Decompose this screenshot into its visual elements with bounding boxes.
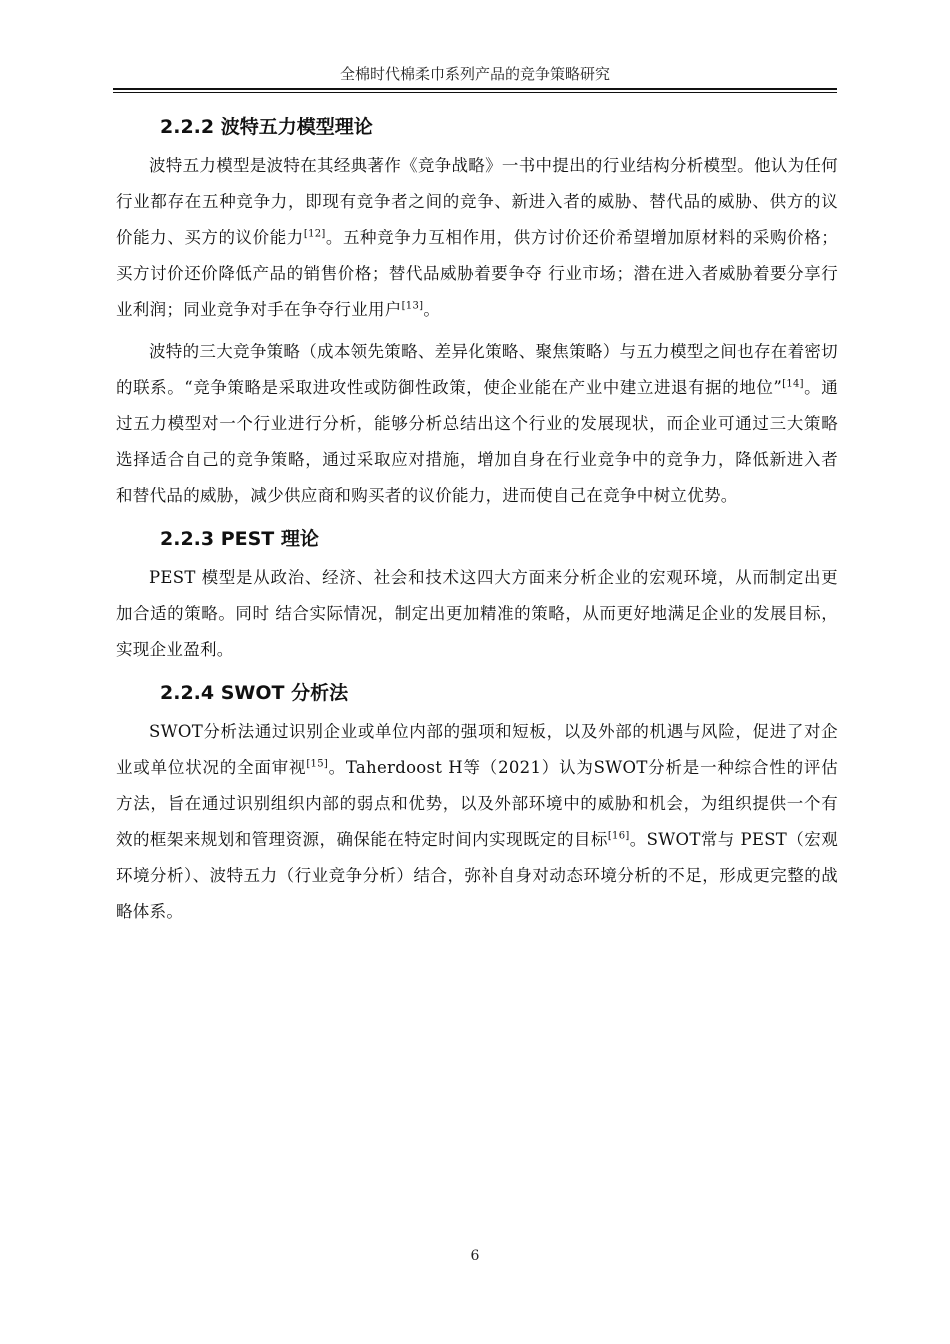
citation-13: [13] xyxy=(401,300,424,312)
paragraph-text: 。SWOT常与 PEST（宏观环境分析）、波特五力（行业竞争分析）结合，弥补自身对动态环境分析的不足，形成更完整的战略体系。 xyxy=(116,830,838,921)
citation-14: [14] xyxy=(782,378,804,390)
running-header: 全棉时代棉柔巾系列产品的竞争策略研究 xyxy=(339,65,610,83)
paragraph-text: 波特的三大竞争策略（成本领先策略、差异化策略、聚焦策略）与五力模型之间也存在着密切的联系。“竞争策略是采取进攻性或防御性政策，使企业能在产业中建立进退有据的地位” xyxy=(116,342,838,397)
citation-12: [12] xyxy=(303,228,326,240)
paragraph-text: 。 xyxy=(423,300,441,319)
section-heading-2-2-2: 2.2.2 波特五力模型理论 xyxy=(160,116,373,138)
body-content xyxy=(116,112,838,930)
paragraph-text: 。五种竞争力互相作用，供方讨价还价希望增加原材料的采购价格；买方讨价还价降低产品的销售价格；替代品威胁着要争夺 行业市场；潜在进入者威胁着要分享行业利润；同业竞争对手在争夺行业用户 xyxy=(116,228,838,319)
paragraph-competitive-strategies xyxy=(116,334,838,514)
paragraph-text: SWOT分析法通过识别企业或单位内部的强项和短板，以及外部的机遇与风险，促进了对企业或单位状况的全面审视 xyxy=(116,722,838,777)
citation-16: [16] xyxy=(607,830,630,842)
paragraph-pest xyxy=(116,560,838,668)
header-rule-secondary xyxy=(113,92,837,93)
citation-15: [15] xyxy=(306,758,329,770)
section-heading-2-2-4: 2.2.4 SWOT 分析法 xyxy=(160,682,349,704)
paragraph-text: PEST 模型是从政治、经济、社会和技术这四大方面来分析企业的宏观环境，从而制定出更加合适的策略。同时 结合实际情况，制定出更加精准的策略，从而更好地满足企业的发展目标，实现企业盈利。 xyxy=(116,568,838,659)
paragraph-swot xyxy=(116,714,838,930)
paragraph-text: 波特五力模型是波特在其经典著作《竞争战略》一书中提出的行业结构分析模型。他认为任何行业都存在五种竞争力，即现有竞争者之间的竞争、新进入者的威胁、替代品的威胁、供方的议价能力、买方的议价能力 xyxy=(116,156,838,247)
header-rule xyxy=(113,88,837,90)
page-number: 6 xyxy=(470,1248,480,1264)
section-heading-2-2-3: 2.2.3 PEST 理论 xyxy=(160,528,319,550)
paragraph-text: 。Taherdoost H等（2021）认为SWOT分析是一种综合性的评估方法，旨在通过识别组织内部的弱点和优势，以及外部环境中的威胁和机会，为组织提供一个有效的框架来规划和管理资源，确保能在特定时间内实现既定的目标 xyxy=(116,758,838,849)
paragraph-five-forces xyxy=(116,148,838,328)
paragraph-text: 。通过五力模型对一个行业进行分析，能够分析总结出这个行业的发展现状，而企业可通过三大策略选择适合自己的竞争策略，通过采取应对措施，增加自身在行业竞争中的竞争力，降低新进入者和替代品的威胁，减少供应商和购买者的议价能力，进而使自己在竞争中树立优势。 xyxy=(116,378,839,505)
